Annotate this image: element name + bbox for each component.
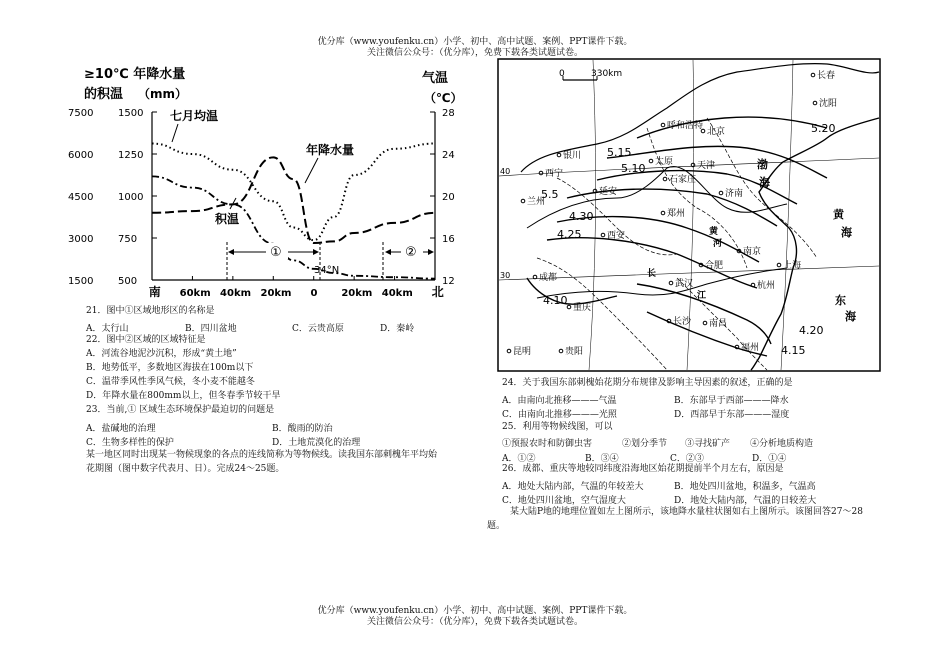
isoline-label: 4.20 <box>799 324 824 337</box>
leader-july-temp <box>172 124 178 142</box>
series-july-temp <box>152 144 435 241</box>
city-label: 西宁 <box>545 169 564 179</box>
intro-line-2: 花期图（图中数字代表月、日）。完成24～25题。 <box>86 464 285 474</box>
region-1-arrow-left <box>228 249 234 255</box>
q21-option-b: B．四川盆地 <box>185 324 237 334</box>
sea-label: 东 <box>835 294 846 307</box>
city-label: 重庆 <box>573 303 592 313</box>
precip-tick-label: 1250 <box>118 150 144 161</box>
temp-tick-label: 28 <box>442 108 455 119</box>
page-footer <box>0 606 950 628</box>
q26-option-a: A．地处大陆内部，气温的年较差大 <box>502 482 644 492</box>
region-2-label: ② <box>405 245 417 260</box>
intro-line-1: 某一地区同时出现某一物候现象的各点的连线简称为等物候线。读我国东部刺槐年平均始 <box>86 450 438 460</box>
sea-label: 海 <box>841 226 852 239</box>
q24-stem: 24．关于我国东部刺槐始花期分布规律及影响主导因素的叙述，正确的是 <box>502 378 793 388</box>
city-label: 南京 <box>743 247 762 257</box>
q23-option-b: B．酸雨的防治 <box>272 424 333 434</box>
chart-title-line-2: 的积温 <box>84 87 124 102</box>
temp-axis-unit: （℃） <box>424 91 463 105</box>
precip-tick-label: 500 <box>118 276 138 287</box>
q22-option-a: A．河流谷地泥沙沉积，形成“黄土地” <box>86 349 237 359</box>
city-label: 成都 <box>539 273 558 283</box>
q25-option-d: D．①④ <box>752 454 787 464</box>
q25-option-a: A．①② <box>502 454 536 464</box>
precip-tick-label: 750 <box>118 234 138 245</box>
x-tick-label: 20km <box>260 288 292 298</box>
city-label: 延安 <box>599 187 618 197</box>
isoline-label: 4.30 <box>569 210 594 223</box>
x-tick-label: 40km <box>381 288 413 298</box>
city-label: 昆明 <box>513 347 532 357</box>
label-accum: 积温 <box>215 212 240 226</box>
q26-option-d: D．地处大陆内部，气温的日较差大 <box>674 496 817 506</box>
q24-option-b: B．东部早于西部———降水 <box>674 396 789 406</box>
city-label: 天津 <box>697 161 716 171</box>
accum-tick-label: 3000 <box>68 234 94 245</box>
sea-label: 海 <box>759 176 770 189</box>
scale-zero: 0 <box>559 69 565 79</box>
q22-option-d: D．年降水量在800mm以上，但冬春季节较干旱 <box>86 391 281 401</box>
footer-line-2: 关注微信公众号：（优分库），免费下载各类试题试卷。 <box>366 617 583 627</box>
city-label: 银川 <box>563 151 582 161</box>
region-1-arrow-right <box>313 249 319 255</box>
x-tick-label: 0 <box>310 288 318 298</box>
q22-option-c: C．温带季风性季风气候，冬小麦不能越冬 <box>86 377 255 387</box>
header-line-1: 优分库（www.youfenku.cn）小学、初中、高中试题、案例、PPT课件下载。 <box>317 37 633 47</box>
series-annual-precip <box>152 157 435 243</box>
sea-label: 黄 <box>833 208 844 221</box>
city-label: 合肥 <box>705 261 724 271</box>
city-label: 杭州 <box>757 281 776 291</box>
header-line-2: 关注微信公众号：（优分库），免费下载各类试题试卷。 <box>366 48 583 58</box>
q22-option-b: B．地势低平，多数地区海拔在100m以下 <box>86 363 254 373</box>
precip-unit: （mm） <box>138 87 188 101</box>
precip-tick-label: 1500 <box>118 108 144 119</box>
city-label: 沈阳 <box>819 99 838 109</box>
accum-tick-label: 6000 <box>68 150 94 161</box>
accum-tick-label: 1500 <box>68 276 94 287</box>
accum-tick-label: 7500 <box>68 108 94 119</box>
city-label: 济南 <box>725 189 744 199</box>
chart-title-line-1: ≥10℃ 年降水量 <box>84 67 186 82</box>
lat-label-40: 40 <box>500 167 511 176</box>
accum-tick-label: 4500 <box>68 192 94 203</box>
q21-option-d: D．秦岭 <box>380 324 415 334</box>
lat-label-30: 30 <box>500 271 511 280</box>
temp-ticks <box>430 108 455 287</box>
x-tick-label: 北 <box>431 285 444 298</box>
q23-option-a: A．盐碱地的治理 <box>86 424 156 434</box>
phenology-isoline-map <box>497 58 881 372</box>
city-label: 呼和浩特 <box>667 121 704 131</box>
q24-option-c: C．由南向北推移———光照 <box>502 410 617 420</box>
isoline-label: 4.15 <box>781 344 806 357</box>
q25-item-1: ①预报农时和防御虫害 <box>502 439 593 449</box>
temp-tick-label: 24 <box>442 150 455 161</box>
city-label: 上海 <box>783 261 802 271</box>
city-label: 北京 <box>707 127 726 137</box>
page-header <box>0 37 950 59</box>
leader-precip <box>305 158 318 183</box>
label-july-temp: 七月均温 <box>170 109 219 123</box>
river-label: 长 <box>647 269 657 279</box>
sea-label: 海 <box>845 310 856 323</box>
isoline-label: 5.15 <box>607 146 632 159</box>
q26-option-c: C．地处四川盆地，空气湿度大 <box>502 496 626 506</box>
isoline-label: 5.20 <box>811 122 836 135</box>
isoline-label: 4.25 <box>557 228 582 241</box>
footer-line-1: 优分库（www.youfenku.cn）小学、初中、高中试题、案例、PPT课件下载。 <box>317 606 633 616</box>
latitude-label: 34°N <box>314 265 340 276</box>
city-label: 南昌 <box>709 319 728 329</box>
river-label: 黄 <box>709 227 719 237</box>
q23-option-c: C．生物多样性的保护 <box>86 438 174 448</box>
q25-item-2: ②划分季节 <box>622 439 668 449</box>
q25-item-3: ③寻找矿产 <box>685 439 731 449</box>
precip-ticks <box>118 108 157 287</box>
scale-distance: 330km <box>591 69 623 79</box>
city-label: 长春 <box>817 71 836 81</box>
sea-label: 渤 <box>757 158 768 171</box>
temp-tick-label: 20 <box>442 192 455 203</box>
isoline-label: 5.5 <box>541 188 559 201</box>
city-label: 石家庄 <box>669 175 697 185</box>
q26-stem: 26．成都、重庆等地较同纬度沿海地区始花期提前半个月左右，原因是 <box>502 464 784 474</box>
q25-item-4: ④分析地质构造 <box>750 439 814 449</box>
region-2-arrow-right <box>428 249 434 255</box>
city-label: 长沙 <box>673 317 692 327</box>
city-label: 福州 <box>741 343 760 353</box>
precip-tick-label: 1000 <box>118 192 144 203</box>
region-2-arrow-left <box>385 249 391 255</box>
x-tick-label: 60km <box>179 288 211 298</box>
q22-stem: 22．图中②区域的区域特征是 <box>86 335 206 345</box>
q21-option-a: A．太行山 <box>86 324 129 334</box>
city-label: 兰州 <box>527 197 546 207</box>
isoline-label: 4.10 <box>543 294 568 307</box>
isoline-label: 5.10 <box>621 162 646 175</box>
series-accum-temp <box>152 176 435 278</box>
q24-option-d: D．西部早于东部———湿度 <box>674 410 790 420</box>
q21-stem: 21．图中①区域地形区的名称是 <box>86 306 215 316</box>
closing-line-2: 题。 <box>487 521 506 531</box>
q25-option-c: C．②③ <box>670 454 704 464</box>
q26-option-b: B．地处四川盆地，积温多，气温高 <box>674 482 816 492</box>
x-tick-label: 40km <box>220 288 252 298</box>
q25-option-b: B．③④ <box>585 454 619 464</box>
q24-option-a: A．由南向北推移———气温 <box>502 396 617 406</box>
temp-tick-label: 12 <box>442 276 455 287</box>
accum-ticks <box>68 108 93 287</box>
region-1-label: ① <box>270 245 282 260</box>
label-precip: 年降水量 <box>306 143 355 157</box>
temp-axis-title: 气温 <box>422 71 449 86</box>
city-label: 贵阳 <box>565 347 584 357</box>
precipitation-temperature-chart <box>60 58 480 298</box>
river-label: 河 <box>713 239 723 249</box>
city-label: 太原 <box>655 157 674 167</box>
city-label: 西安 <box>607 231 626 241</box>
temp-tick-label: 16 <box>442 234 455 245</box>
closing-line-1: 某大陆P地的地理位置如左上图所示，该地降水量柱状图如右上图所示。该图回答27～28 <box>510 507 863 517</box>
river-label: 江 <box>697 291 707 301</box>
city-label: 郑州 <box>667 209 686 219</box>
q25-stem: 25．利用等物候线图，可以 <box>502 422 613 432</box>
x-axis-ticks <box>149 276 444 298</box>
x-tick-label: 南 <box>148 285 161 298</box>
q21-option-c: C．云贵高原 <box>292 324 344 334</box>
x-tick-label: 20km <box>341 288 373 298</box>
city-label: 武汉 <box>675 279 694 289</box>
q23-option-d: D．土地荒漠化的治理 <box>272 438 361 448</box>
q23-stem: 23．当前,① 区域生态环境保护最迫切的问题是 <box>86 405 275 415</box>
